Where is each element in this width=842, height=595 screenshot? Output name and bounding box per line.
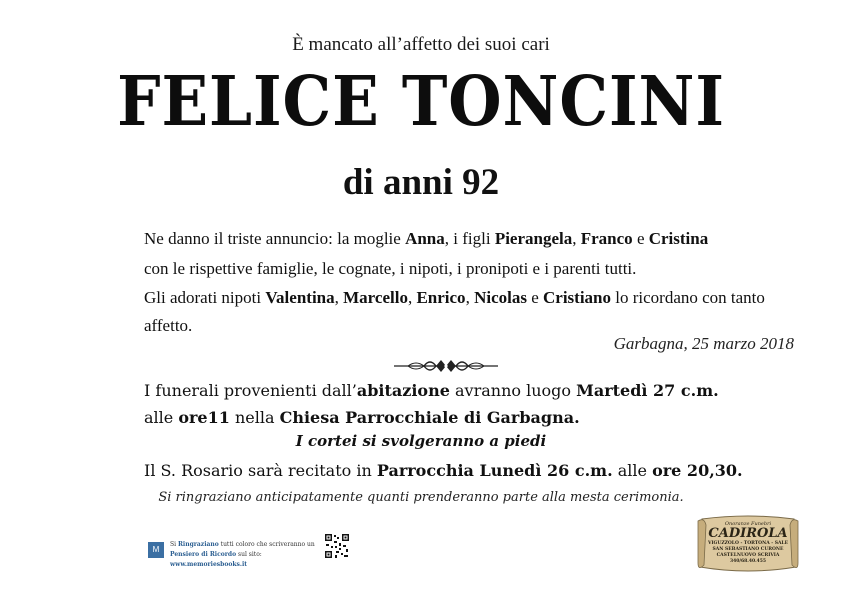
child-name: Pierangela (494, 229, 573, 248)
deceased-name: FELICE TONCINI (117, 62, 725, 142)
child-name: Cristina (648, 229, 709, 248)
church-name: Chiesa Parrocchiale di Garbagna. (279, 408, 580, 427)
text: avranno luogo (449, 381, 577, 400)
text: , i figli (444, 229, 495, 248)
text: nella (229, 408, 280, 427)
text: Ringraziano (177, 541, 219, 548)
deceased-age: di anni 92 (342, 162, 500, 203)
text: Ne danno il triste annuncio: la moglie (144, 229, 406, 248)
rosary-time: ore 20,30. (652, 461, 743, 480)
funeral-line-1 (144, 378, 824, 404)
grandchildren-paragraph (144, 284, 794, 340)
grandchild-name: Enrico (416, 288, 466, 307)
text: e (526, 288, 543, 307)
thanks-line: Si ringraziano anticipatamente quanti prenderanno parte alla mesta cerimonia. (158, 490, 684, 505)
text: con le rispettive famiglie, le cognate, i nipoti, i pronipoti e i parenti tutti. (144, 259, 637, 278)
text: Gli adorati nipoti (144, 288, 266, 307)
departure-place: abitazione (356, 381, 450, 400)
text: tutti coloro che scriveranno un (218, 541, 315, 548)
text: , (465, 288, 475, 307)
intro-line: È mancato all’affetto dei suoi cari (292, 34, 550, 55)
footer-note (170, 540, 320, 570)
text: Il S. Rosario sarà recitato in (144, 461, 377, 480)
text: sul sito: (236, 551, 262, 558)
funeral-agency-seal (696, 515, 800, 575)
agency-cities: VIGUZZOLO - TORTONA - SALE (707, 541, 789, 546)
rosary-line (144, 458, 824, 484)
qr-code-icon[interactable] (324, 533, 350, 559)
funeral-date: Martedì 27 c.m. (576, 381, 719, 400)
agency-cities: SAN SEBASTIANO CURONE (712, 547, 784, 552)
wife-name: Anna (405, 229, 445, 248)
text: , (334, 288, 344, 307)
text: e (632, 229, 649, 248)
site-link[interactable]: www.memoriesbooks.it (170, 561, 248, 568)
text: , (572, 229, 581, 248)
grandchild-name: Cristiano (543, 288, 611, 307)
agency-label: Onoranze Funebri (724, 521, 772, 527)
ornament-divider-icon (394, 356, 498, 376)
place-date: Garbagna, 25 marzo 2018 (613, 334, 794, 353)
procession-note: I cortei si svolgeranno a piedi (295, 432, 547, 450)
agency-phone: 340/68.40.455 (729, 559, 767, 564)
text: lo ricordano con tanto affetto. (144, 288, 765, 335)
funeral-time: ore11 (178, 408, 230, 427)
text: I funerali provenienti dall’ (144, 381, 357, 400)
agency-text (696, 521, 800, 565)
logo-letter: M (152, 545, 160, 554)
text: , (407, 288, 417, 307)
funeral-line-2 (144, 405, 824, 431)
agency-brand: CADIROLA (708, 526, 788, 541)
grandchild-name: Valentina (265, 288, 335, 307)
rosary-place-date: Parrocchia Lunedì 26 c.m. (376, 461, 613, 480)
text: Pensiero di Ricordo (170, 551, 237, 558)
child-name: Franco (580, 229, 633, 248)
grandchild-name: Nicolas (474, 288, 527, 307)
agency-cities: CASTELNUOVO SCRIVIA (716, 553, 780, 558)
text: alle (144, 408, 179, 427)
text: Si (170, 541, 178, 548)
announcement-paragraph (144, 224, 794, 284)
grandchild-name: Marcello (343, 288, 408, 307)
memoriesbooks-logo-icon (148, 542, 164, 558)
text: alle (612, 461, 653, 480)
